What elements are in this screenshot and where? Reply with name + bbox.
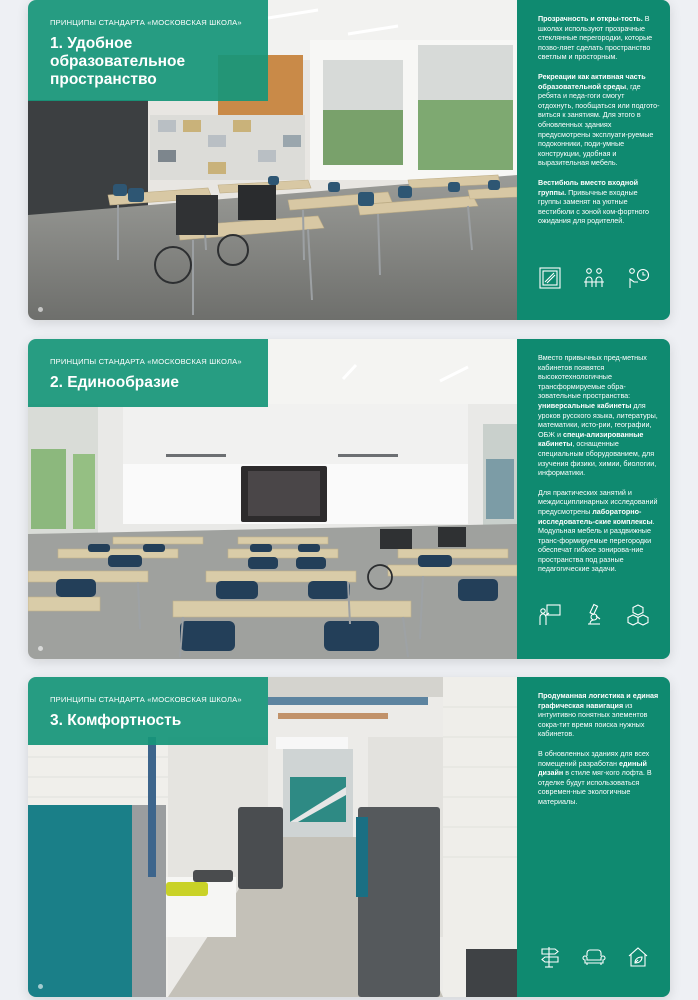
page-marker-dot: [38, 307, 43, 312]
paragraph-classrooms: [538, 353, 660, 478]
people-sitting-icon: [582, 266, 606, 290]
microscope-icon: [582, 603, 606, 627]
slide-title-line: 2. Единообразие: [50, 374, 179, 391]
paragraph-highlight: единый дизайн: [538, 758, 647, 778]
section-kicker: ПРИНЦИПЫ СТАНДАРТА «МОСКОВСКАЯ ШКОЛА»: [50, 18, 242, 27]
slide-title-line: образовательное: [50, 53, 186, 70]
paragraph-text: Привычные входные группы заменят на уютные вестибюли с зоной ком-фортного ожидания для родителей.: [538, 187, 649, 226]
paragraph-lobby: [538, 178, 660, 226]
paragraph-highlight: специ-ализированные кабинеты: [538, 429, 644, 449]
slide-card-comfort: [28, 677, 670, 997]
paragraph-recreation: [538, 72, 660, 168]
paragraph-lead: Вестибюль вместо входной группы.: [538, 177, 639, 197]
slide-card-comfortable-space: [28, 0, 670, 320]
waiting-clock-icon: [626, 266, 650, 290]
title-overlay: [28, 677, 268, 745]
paragraph-text: В школах используют прозрачные стеклянные перегородки, которые позво-ляет сделать пространство светлым и просторным.: [538, 14, 653, 62]
description-panel: [517, 677, 670, 997]
paragraph-highlight: универсальные кабинеты: [538, 400, 632, 410]
paragraph-transparency: [538, 14, 660, 62]
slide-title: [50, 35, 254, 89]
description-panel: [517, 0, 670, 320]
paragraph-text: Вместо привычных пред-метных кабинетов появятся высокотехнологичные трансформируемые обра-зовательные пространства:: [538, 353, 647, 401]
paragraph-highlight: лабораторно-исследователь-ские комплексы: [538, 506, 653, 526]
paragraph-labs: [538, 488, 660, 574]
section-kicker: ПРИНЦИПЫ СТАНДАРТА «МОСКОВСКАЯ ШКОЛА»: [50, 695, 242, 704]
signpost-icon: [538, 945, 562, 969]
description-panel: [517, 339, 670, 659]
icon-row: [538, 266, 650, 290]
slide-title-line: 3. Комфортность: [50, 712, 182, 729]
window-icon: [538, 266, 562, 290]
icon-row: [538, 945, 650, 969]
icon-row: [538, 603, 650, 627]
paragraph-highlight: Продуманная логистика и единая графическая навигация: [538, 691, 659, 710]
paragraph-text: Для практических занятий и междисциплинарных исследований предусмотрены: [538, 487, 658, 516]
cubes-icon: [626, 603, 650, 627]
paragraph-text: , оснащенные специальным оборудованием, для изучения физики, химии, биологии, информатики.: [538, 439, 657, 478]
title-overlay: [28, 0, 268, 101]
paragraph-text: в стиле мяг-кого лофта. В отделке будут использоваться современ-ные экологичные материалы.: [538, 768, 652, 806]
paragraph-text: для уроков русского языка, литературы, математики, исто-рии, географии, ОБЖ и: [538, 400, 658, 439]
teacher-board-icon: [538, 603, 562, 627]
slide-title: [50, 712, 254, 730]
page-marker-dot: [38, 646, 43, 651]
slide-title: [50, 374, 254, 392]
eco-house-icon: [626, 945, 650, 969]
title-overlay: [28, 339, 268, 407]
slide-title-line: 1. Удобное: [50, 35, 133, 52]
sofa-icon: [582, 945, 606, 969]
slide-card-uniformity: [28, 339, 670, 659]
section-kicker: ПРИНЦИПЫ СТАНДАРТА «МОСКОВСКАЯ ШКОЛА»: [50, 357, 242, 366]
paragraph-text: из интуитивно понятных элементов сокра-тит время поиска нужных кабинетов.: [538, 700, 648, 739]
slide-title-line: пространство: [50, 71, 157, 88]
paragraph-design: [538, 749, 660, 807]
paragraph-text: . Модульная мебель и раздвижные транс-формируемые перегородки обеспечат гибкое зонирова-ние пространства под разные педагогические задачи.: [538, 516, 655, 574]
paragraph-text: , где ребята и педа-гоги смогут отдохнуть, пообщаться или подгото-виться к занятиям. Для этого в обновленных зданиях предусмотрены эксплуати-руемые подоконники, поди-умные конструкции, удобная и выразительная мебель.: [538, 81, 660, 168]
paragraph-lead: Прозрачность и откры-тость.: [538, 14, 643, 23]
paragraph-lead: Рекреации как активная часть образовательной среды: [538, 71, 646, 91]
paragraph-navigation: [538, 691, 660, 739]
page-marker-dot: [38, 984, 43, 989]
paragraph-text: В обновленных зданиях для всех помещений разработан: [538, 748, 650, 768]
